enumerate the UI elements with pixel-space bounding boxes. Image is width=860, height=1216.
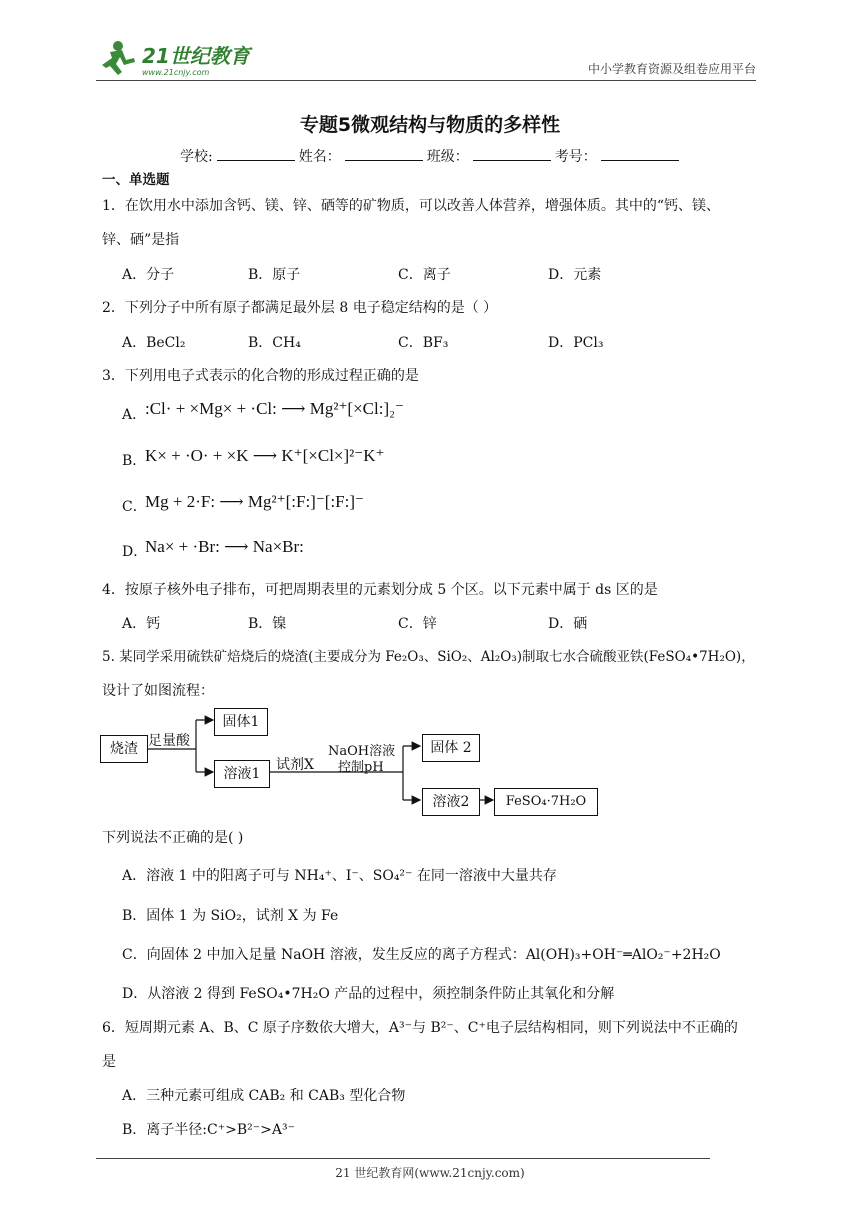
q3-option-b-equation: K× + ·O· + ×K ⟶ K⁺[×Cl×]²⁻K⁺ <box>145 446 385 465</box>
flow-box-solid2: 固体 2 <box>422 734 480 762</box>
exam-no-blank[interactable] <box>601 146 679 161</box>
flow-box-solid1: 固体1 <box>214 708 268 736</box>
footer-text: 21 世纪教育网(www.21cnjy.com) <box>335 1166 525 1180</box>
class-label: 班级： <box>426 149 469 165</box>
q5-option-d[interactable]: D．从溶液 2 得到 FeSO₄•7H₂O 产品的过程中，须控制条件防止其氧化和分解 <box>122 986 615 1002</box>
q1-stem-line1: 1．在饮用水中添加含钙、镁、锌、硒等的矿物质，可以改善人体营养，增强体质。其中的“钙、镁、 <box>102 198 721 214</box>
class-blank[interactable] <box>473 146 551 161</box>
exam-no-label: 考号： <box>554 149 597 165</box>
school-label: 学校: <box>180 149 213 165</box>
q1-option-a[interactable]: A．分子 <box>122 267 175 283</box>
student-info-line <box>180 146 683 167</box>
flow-box-product: FeSO₄·7H₂O <box>494 788 598 816</box>
flow-label-reagent1: 足量酸 <box>148 733 190 749</box>
q3-option-d-label[interactable]: D． <box>122 544 148 560</box>
flow-label-reagent3-line2: 控制pH <box>338 760 384 775</box>
q3-option-a-equation: :Cl· + ×Mg× + ·Cl: ⟶ Mg²⁺[×Cl:]₂⁻ <box>145 399 405 418</box>
q1-option-b[interactable]: B．原子 <box>248 267 301 283</box>
q2-option-b[interactable]: B．CH₄ <box>248 335 301 351</box>
site-logo <box>96 38 266 78</box>
q5-option-b[interactable]: B．固体 1 为 SiO₂，试剂 X 为 Fe <box>122 908 339 924</box>
svg-text:www.21cnjy.com: www.21cnjy.com <box>142 68 210 77</box>
q5-option-c[interactable]: C．向固体 2 中加入足量 NaOH 溶液，发生反应的离子方程式：Al(OH)₃+OH⁻═AlO₂⁻+2H₂O <box>122 947 721 963</box>
q5-stem-line3: 下列说法不正确的是( ) <box>102 830 244 846</box>
q2-option-d[interactable]: D．PCl₃ <box>548 335 604 351</box>
section-heading: 一、单选题 <box>102 172 170 188</box>
flow-box-solution2: 溶液2 <box>422 788 480 816</box>
school-blank[interactable] <box>217 146 295 161</box>
name-blank[interactable] <box>345 146 423 161</box>
q2-option-c[interactable]: C．BF₃ <box>398 335 449 351</box>
q4-option-c[interactable]: C．锌 <box>398 616 437 632</box>
q3-option-c-label[interactable]: C． <box>122 499 147 515</box>
q6-option-b[interactable]: B．离子半径:C⁺>B²⁻>A³⁻ <box>122 1122 295 1138</box>
footer-divider <box>96 1158 710 1159</box>
header-platform-text: 中小学教育资源及组卷应用平台 <box>587 62 756 76</box>
q3-stem: 3．下列用电子式表示的化合物的形成过程正确的是 <box>102 368 419 384</box>
q3-option-b-label[interactable]: B． <box>122 453 147 469</box>
q6-stem-line2: 是 <box>102 1054 116 1070</box>
q4-option-b[interactable]: B．镍 <box>248 616 287 632</box>
q1-option-c[interactable]: C．离子 <box>398 267 451 283</box>
q4-stem: 4．按原子核外电子排布，可把周期表里的元素划分成 5 个区。以下元素中属于 ds 区的是 <box>102 582 658 598</box>
q3-option-d-equation: Na× + ·Br: ⟶ Na×Br: <box>145 537 304 556</box>
svg-text:21世纪教育: 21世纪教育 <box>142 44 250 68</box>
q4-option-d[interactable]: D．硒 <box>548 616 588 632</box>
flow-label-reagent3-line1: NaOH溶液 <box>328 744 396 759</box>
q3-option-a-label[interactable]: A． <box>122 407 147 423</box>
q5-option-a[interactable]: A．溶液 1 中的阳离子可与 NH₄⁺、I⁻、SO₄²⁻ 在同一溶液中大量共存 <box>122 868 557 884</box>
flow-box-solution1: 溶液1 <box>214 760 270 788</box>
q3-option-c-equation: Mg + 2·F: ⟶ Mg²⁺[:F:]⁻[:F:]⁻ <box>145 492 364 511</box>
q6-option-a[interactable]: A．三种元素可组成 CAB₂ 和 CAB₃ 型化合物 <box>122 1088 406 1104</box>
flow-label-reagent2: 试剂X <box>276 757 314 773</box>
flow-box-start: 烧渣 <box>100 735 148 763</box>
q5-stem-line2: 设计了如图流程： <box>102 683 214 699</box>
q2-option-a[interactable]: A．BeCl₂ <box>122 335 186 351</box>
q2-stem: 2．下列分子中所有原子都满足最外层 8 电子稳定结构的是（ ） <box>102 300 498 316</box>
name-label: 姓名： <box>298 149 341 165</box>
q6-stem-line1: 6．短周期元素 A、B、C 原子序数依大增大，A³⁻与 B²⁻、C⁺电子层结构相同，则下列说法中不正确的 <box>102 1020 738 1036</box>
header-divider <box>96 80 756 81</box>
q1-stem-line2: 锌、硒”是指 <box>102 232 180 248</box>
page-title: 专题5微观结构与物质的多样性 <box>299 114 561 136</box>
q4-option-a[interactable]: A．钙 <box>122 616 161 632</box>
q1-option-d[interactable]: D．元素 <box>548 267 602 283</box>
q5-stem-line1: 5. 某同学采用硫铁矿焙烧后的烧渣(主要成分为 Fe₂O₃、SiO₂、Al₂O₃)制取七水合硫酸亚铁(FeSO₄•7H₂O)， <box>102 649 755 665</box>
